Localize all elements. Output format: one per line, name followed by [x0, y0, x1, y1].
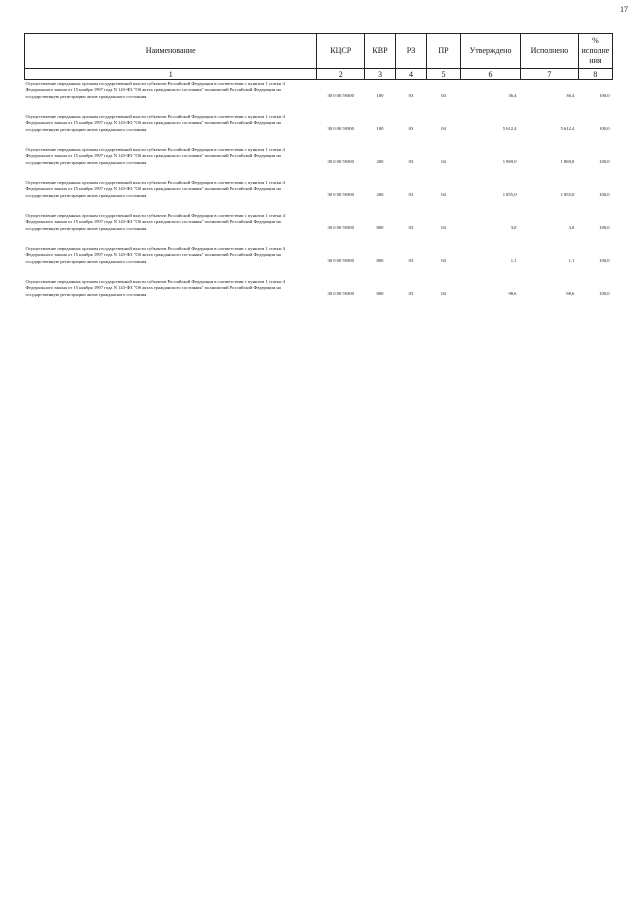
row-rz: 03 [408, 93, 414, 99]
row-percent: 100,0 [599, 291, 610, 297]
header-name: Наименование [25, 34, 317, 69]
column-number: 7 [520, 69, 578, 80]
table-row [25, 245, 613, 278]
row-name: Осуществление переданных органам государственной власти субъектов Российской Федерации в соответствии с пунктом 1 статьи 4 Федерального закона от 15 ноября 1997 года N 143-ФЗ "Об актах гражданского состояния" полномочий Российской Федерации на государственную регистрацию актов гражданского состояния [25, 147, 285, 165]
row-executed: 98,6 [566, 291, 575, 297]
row-name: Осуществление переданных органам государственной власти субъектов Российской Федерации в соответствии с пунктом 1 статьи 4 Федерального закона от 15 ноября 1997 года N 143-ФЗ "Об актах гражданского состояния" полномочий Российской Федерации на государственную регистрацию актов гражданского состояния [25, 180, 285, 198]
row-percent: 100,0 [599, 258, 610, 264]
row-pr: 04 [441, 258, 446, 264]
row-kvr: 200 [376, 192, 384, 198]
row-rz: 03 [408, 126, 414, 132]
column-number: 8 [578, 69, 612, 80]
table-row [25, 113, 613, 146]
row-kvr: 800 [376, 225, 384, 231]
row-approved: 1,1 [510, 258, 517, 264]
row-percent: 100,0 [599, 126, 610, 132]
header-executed: Исполнено [520, 34, 578, 69]
row-kcsr: 30 0 00 59300 [327, 258, 354, 264]
row-rz: 03 [408, 225, 414, 231]
column-number: 6 [461, 69, 521, 80]
header-kcsr: КЦСР [317, 34, 365, 69]
row-kcsr: 30 0 00 59300 [327, 159, 354, 165]
row-kcsr: 30 0 00 59300 [327, 225, 354, 231]
header-percent: % исполне ния [578, 34, 612, 69]
row-rz: 03 [408, 159, 414, 165]
page-number: 17 [620, 5, 628, 14]
row-rz: 03 [408, 291, 414, 297]
table-row [25, 278, 613, 311]
column-number: 2 [317, 69, 365, 80]
table-row [25, 179, 613, 212]
row-pr: 04 [441, 225, 446, 231]
row-rz: 03 [408, 258, 414, 264]
row-kvr: 800 [376, 291, 384, 297]
header-approved: Утверждено [461, 34, 521, 69]
row-percent: 100,0 [599, 93, 610, 99]
row-pr: 04 [441, 126, 446, 132]
row-executed: 1 869,0 [560, 159, 575, 165]
column-number: 1 [25, 69, 317, 80]
row-kvr: 100 [376, 93, 384, 99]
header-pr: ПР [426, 34, 460, 69]
row-kcsr: 30 0 00 59300 [327, 93, 354, 99]
row-percent: 100,0 [599, 225, 610, 231]
row-pr: 04 [441, 291, 446, 297]
row-executed: 1 855,0 [560, 192, 575, 198]
column-number-row [25, 69, 613, 80]
row-percent: 100,0 [599, 192, 610, 198]
row-approved: 98,6 [508, 291, 517, 297]
row-executed: 5 612,4 [560, 126, 575, 132]
row-name: Осуществление переданных органам государственной власти субъектов Российской Федерации в соответствии с пунктом 1 статьи 4 Федерального закона от 15 ноября 1997 года N 143-ФЗ "Об актах гражданского состояния" полномочий Российской Федерации на государственную регистрацию актов гражданского состояния [25, 114, 285, 132]
row-rz: 03 [408, 192, 414, 198]
row-kcsr: 30 0 00 59300 [327, 291, 354, 297]
row-approved: 1 869,0 [502, 159, 517, 165]
row-executed: 36,4 [566, 93, 575, 99]
row-approved: 36,4 [508, 93, 517, 99]
row-approved: 1 855,0 [502, 192, 517, 198]
row-name: Осуществление переданных органам государственной власти субъектов Российской Федерации в соответствии с пунктом 1 статьи 4 Федерального закона от 15 ноября 1997 года N 143-ФЗ "Об актах гражданского состояния" полномочий Российской Федерации на государственную регистрацию актов гражданского состояния [25, 81, 285, 99]
row-kvr: 100 [376, 126, 384, 132]
row-kvr: 800 [376, 258, 384, 264]
row-name: Осуществление переданных органам государственной власти субъектов Российской Федерации в соответствии с пунктом 1 статьи 4 Федерального закона от 15 ноября 1997 года N 143-ФЗ "Об актах гражданского состояния" полномочий Российской Федерации на государственную регистрацию актов гражданского состояния [25, 246, 285, 264]
row-pr: 04 [441, 192, 446, 198]
table-header-row [25, 34, 613, 69]
row-kcsr: 30 0 00 59300 [327, 192, 354, 198]
row-approved: 3,0 [510, 225, 517, 231]
header-rz: РЗ [395, 34, 426, 69]
row-executed: 1,1 [568, 258, 575, 264]
row-pr: 04 [441, 93, 446, 99]
table-row [25, 212, 613, 245]
row-executed: 3,0 [568, 225, 575, 231]
row-approved: 5 612,4 [502, 126, 517, 132]
table-row [25, 80, 613, 114]
row-pr: 04 [441, 159, 446, 165]
row-percent: 100,0 [599, 159, 610, 165]
column-number: 4 [395, 69, 426, 80]
header-kvr: КВР [364, 34, 395, 69]
row-kvr: 200 [376, 159, 384, 165]
budget-execution-table [24, 33, 613, 311]
row-kcsr: 30 0 00 59300 [327, 126, 354, 132]
column-number: 3 [364, 69, 395, 80]
row-name: Осуществление переданных органам государственной власти субъектов Российской Федерации в соответствии с пунктом 1 статьи 4 Федерального закона от 15 ноября 1997 года N 143-ФЗ "Об актах гражданского состояния" полномочий Российской Федерации на государственную регистрацию актов гражданского состояния [25, 213, 285, 231]
column-number: 5 [426, 69, 460, 80]
row-name: Осуществление переданных органам государственной власти субъектов Российской Федерации в соответствии с пунктом 1 статьи 4 Федерального закона от 15 ноября 1997 года N 143-ФЗ "Об актах гражданского состояния" полномочий Российской Федерации на государственную регистрацию актов гражданского состояния [25, 279, 285, 297]
table-row [25, 146, 613, 179]
